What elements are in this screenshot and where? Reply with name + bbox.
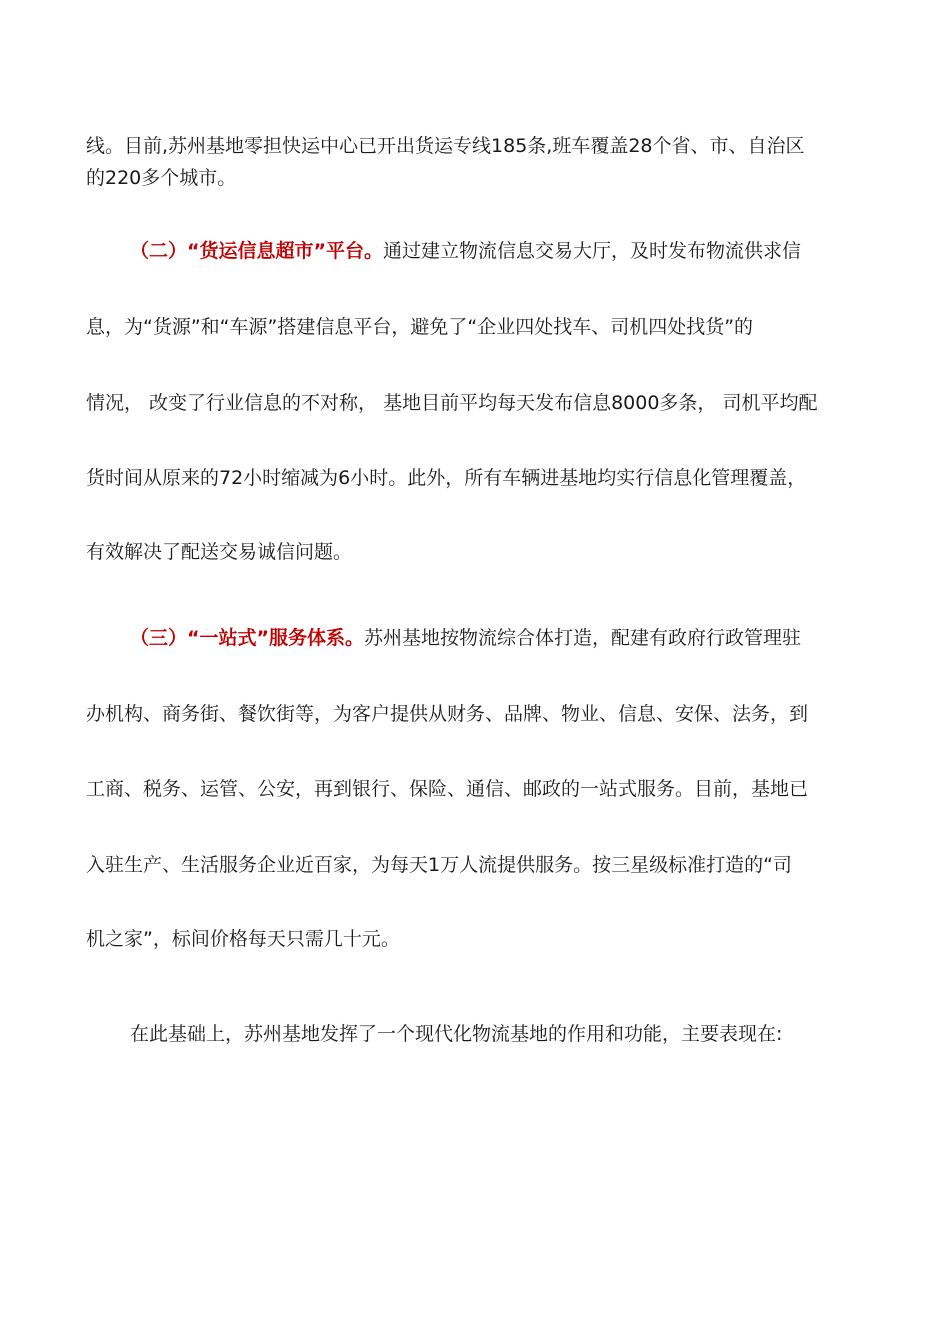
paragraph-2-line-1-text: 通过建立物流信息交易大厅，及时发布物流供求信 — [382, 240, 801, 262]
paragraph-3-line-2: 办机构、商务街、餐饮街等，为客户提供从财务、品牌、物业、信息、安保、法务，到 — [86, 703, 809, 725]
paragraph-4-line-1: 在此基础上，苏州基地发挥了一个现代化物流基地的作用和功能，主要表现在: — [130, 1023, 783, 1045]
paragraph-2-line-2: 息，为“货源”和“车源”搭建信息平台，避免了“企业四处找车、司机四处找货”的 — [86, 316, 754, 338]
paragraph-2-line-1 — [130, 239, 876, 263]
paragraph-1-line-2: 的220多个城市。 — [86, 167, 237, 189]
paragraph-3-line-5: 机之家”，标间价格每天只需几十元。 — [86, 928, 400, 950]
paragraph-3-line-4: 入驻生产、生活服务企业近百家，为每天1万人流提供服务。按三星级标准打造的“司 — [86, 854, 792, 876]
paragraph-3-line-1 — [130, 626, 876, 650]
paragraph-1-line-1: 线。目前,苏州基地零担快运中心已开出货运专线185条,班车覆盖28个省、市、自治区 — [86, 135, 805, 157]
section-2-heading: （二）“货运信息超市”平台。 — [130, 240, 383, 262]
paragraph-3-line-1-text: 苏州基地按物流综合体打造，配建有政府行政管理驻 — [363, 627, 801, 649]
paragraph-3-line-3: 工商、税务、运管、公安，再到银行、保险、通信、邮政的一站式服务。目前，基地已 — [86, 778, 809, 800]
paragraph-2-line-4: 货时间从原来的72小时缩减为6小时。此外，所有车辆进基地均实行信息化管理覆盖， — [86, 467, 807, 489]
paragraph-2-line-5: 有效解决了配送交易诚信问题。 — [86, 541, 353, 563]
paragraph-2-line-3: 情况， 改变了行业信息的不对称， 基地目前平均每天发布信息8000多条， 司机平均配 — [86, 392, 818, 414]
section-3-heading: （三）“一站式”服务体系。 — [130, 627, 364, 649]
